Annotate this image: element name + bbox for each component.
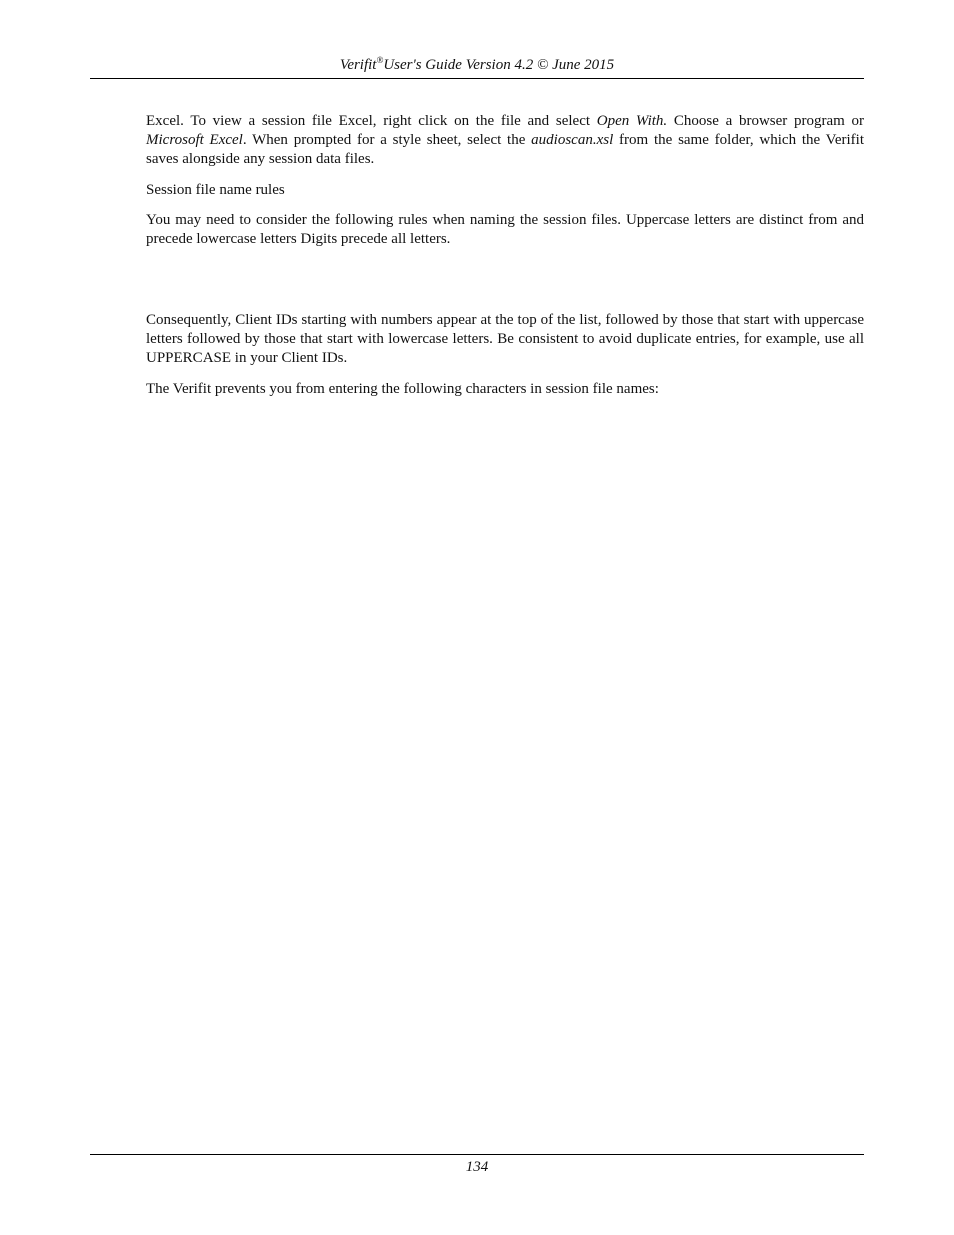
header-title: User's Guide Version 4.2 © June 2015 bbox=[383, 57, 615, 73]
stylesheet-filename: audioscan.xsl bbox=[531, 132, 614, 148]
paragraph-text: . When prompted for a style sheet, select the bbox=[242, 132, 532, 148]
header-brand: Verifit bbox=[339, 57, 377, 73]
section-heading: Session file name rules bbox=[146, 182, 285, 198]
footer-rule bbox=[90, 1154, 864, 1155]
page-header bbox=[90, 56, 864, 74]
paragraph-excel-viewing bbox=[146, 112, 864, 169]
page-number: 134 bbox=[465, 1159, 489, 1175]
paragraph-text: Excel. To view a session file Excel, right click on the file and select bbox=[146, 113, 597, 129]
header-rule bbox=[90, 78, 864, 79]
paragraph-forbidden-characters: The Verifit prevents you from entering the following characters in session file names: bbox=[146, 381, 659, 397]
trademark-symbol: ® bbox=[376, 55, 384, 65]
paragraph-naming-rules: You may need to consider the following rules when naming the session files. Uppercase letters are distinct from and precede lowercase letters Digits precede all letters. bbox=[146, 212, 864, 247]
microsoft-excel-term: Microsoft Excel bbox=[146, 132, 243, 148]
paragraph-text: from the same folder, which the Verifit saves alongside any session data files. bbox=[146, 132, 864, 167]
paragraph-text: Choose a browser program or bbox=[667, 113, 864, 129]
paragraph-sort-order: Consequently, Client IDs starting with numbers appear at the top of the list, followed by those that start with uppercase letters followed by those that start with lowercase letters. Be consistent to avoid duplicate entries, for example, use all UPPERCASE in your Client IDs. bbox=[146, 312, 864, 366]
open-with-term: Open With. bbox=[596, 113, 668, 129]
